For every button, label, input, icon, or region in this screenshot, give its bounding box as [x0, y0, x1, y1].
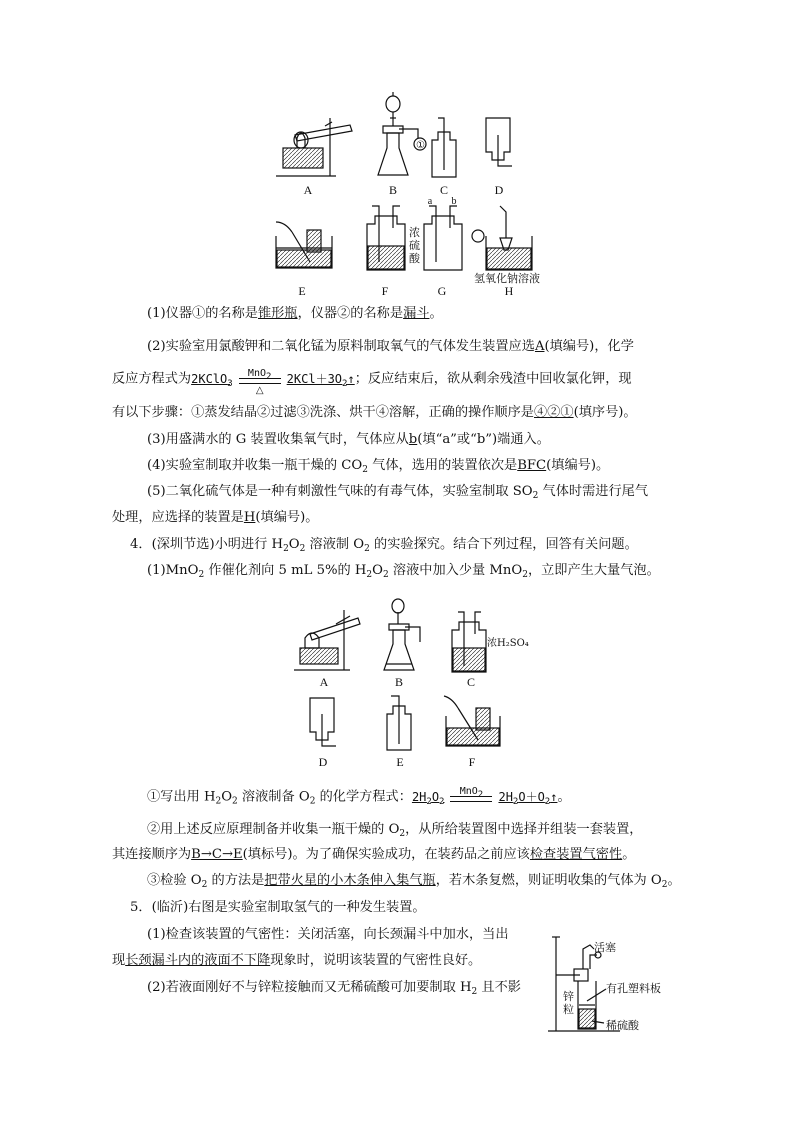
fig1-label-g: G [437, 284, 447, 298]
apparatus-f [367, 206, 405, 270]
svg-text:①: ① [416, 140, 425, 151]
apparatus-figure-1 [0, 0, 794, 300]
fig1-label-h: H [504, 284, 514, 298]
fig1-label-f: F [381, 284, 389, 298]
q4-item2: ②用上述反应原理制备并收集一瓶干燥的 $O_2$，从所给装置图中选择并组装一套装置， [147, 822, 643, 839]
q4-title: 4．(深圳节选)小明进行 $H_2O_2$ 溶液制 $O_2$ 的实验探究。结合下列过程，回答有关问题。 [130, 537, 638, 554]
fig1-label-d: D [494, 183, 504, 197]
q4-c-reagent: 浓H₂SO₄ [487, 638, 529, 649]
q3-part2: (2)实验室用氯酸钾和二氧化锰为原料制取氧气的气体发生装置应选A(填编号)，化学 [147, 339, 634, 354]
q5-label-acid: 稀硫酸 [606, 1019, 639, 1032]
q3-part1: (1)仪器①的名称是锥形瓶，仪器②的名称是漏斗。 [147, 306, 443, 321]
q4-apparatus-e [387, 696, 411, 750]
apparatus-b [378, 92, 426, 175]
q4-apparatus-a [294, 610, 360, 670]
q5-label-valve: 活塞 [594, 941, 616, 954]
q5-label-plate: 有孔塑料板 [606, 982, 661, 995]
q4-apparatus-b [384, 599, 420, 670]
apparatus-d [486, 118, 512, 166]
q4-apparatus-f [444, 696, 500, 746]
q4-part1: (1)MnO$_2$ 作催化剂向 5 mL 5%的 $H_2O_2$ 溶液中加入少量 MnO$_2$，立即产生大量气泡。 [147, 563, 660, 580]
fig1-port-a: a [427, 196, 433, 207]
q5-part2: (2)若液面刚好不与锌粒接触而又无稀硫酸可加要制取 $H_2$ 且不影 [147, 980, 521, 997]
q4-apparatus-d [310, 698, 336, 746]
apparatus-a [276, 118, 352, 176]
fig1-port-b: b [451, 196, 457, 207]
q5-title: 5．(临沂)右图是实验室制取氢气的一种发生装置。 [130, 900, 426, 915]
q3-part2-equation: 反应方程式为2KClO$_3$ MnO2 △ $2KCl+3O_2↑$；反应结束后，欲从剩余残渣中回收氯化钾，现 [112, 368, 632, 396]
fig2-label-b: B [394, 675, 403, 689]
q5-part1-cont: 现长颈漏斗内的液面不下降现象时，说明该装置的气密性良好。 [112, 953, 482, 968]
fig2-label-c: C [466, 675, 475, 689]
apparatus-h [472, 206, 532, 270]
apparatus-g [424, 206, 462, 270]
q5-part1: (1)检查该装置的气密性：关闭活塞，向长颈漏斗中加水，当出 [147, 927, 509, 942]
q4-item2-cont: 其连接顺序为B→C→E(填标号)。为了确保实验成功，在装药品之前应该检查装置气密性。 [112, 847, 636, 862]
fig1-label-b: B [388, 183, 397, 197]
apparatus-c [432, 118, 456, 177]
condition-mno2: MnO2 [448, 784, 494, 810]
fig1-h-reagent: 氢氧化钠溶液 [474, 272, 540, 285]
fig2-label-f: F [468, 755, 476, 769]
condition-mno2-heat: MnO2 △ [237, 366, 283, 392]
fig2-label-d: D [318, 755, 328, 769]
fig1-f-reagent: 浓 硫 酸 [409, 226, 420, 265]
fig2-label-e: E [396, 755, 404, 769]
q3-part5: (5)二氧化硫气体是一种有刺激性气味的有毒气体，实验室制取 $SO_2$ 气体时需进行尾气 [147, 484, 649, 501]
q4-item1: ①写出用 $H_2O_2$ 溶液制备 $O_2$ 的化学方程式：$2H_2O_2$ MnO2 $2H_2O+O_2↑$。 [147, 784, 571, 812]
fig2-label-a: A [319, 675, 329, 689]
q4-apparatus-c [452, 612, 486, 672]
hydrogen-generator-figure [0, 925, 794, 1045]
fig1-label-e: E [298, 284, 306, 298]
fig1-label-c: C [439, 183, 448, 197]
q3-part3: (3)用盛满水的 G 装置收集氧气时，气体应从b(填“a”或“b”)端通入。 [147, 432, 550, 447]
apparatus-e [276, 222, 332, 268]
q3-part2-steps: 有以下步骤：①蒸发结晶②过滤③洗涤、烘干④溶解，正确的操作顺序是④②①(填序号)。 [112, 405, 637, 420]
fig1-label-a: A [303, 183, 313, 197]
q5-label-zinc: 锌粒 [563, 990, 574, 1016]
q3-part5-cont: 处理，应选择的装置是H(填编号)。 [112, 510, 319, 525]
q4-item3: ③检验 $O_2$ 的方法是把带火星的小木条伸入集气瓶，若木条复燃，则证明收集的气体为 $O_2$。 [147, 873, 681, 890]
q3-part4: (4)实验室制取并收集一瓶干燥的 $CO_2$ 气体，选用的装置依次是BFC(填编号)。 [147, 458, 610, 475]
